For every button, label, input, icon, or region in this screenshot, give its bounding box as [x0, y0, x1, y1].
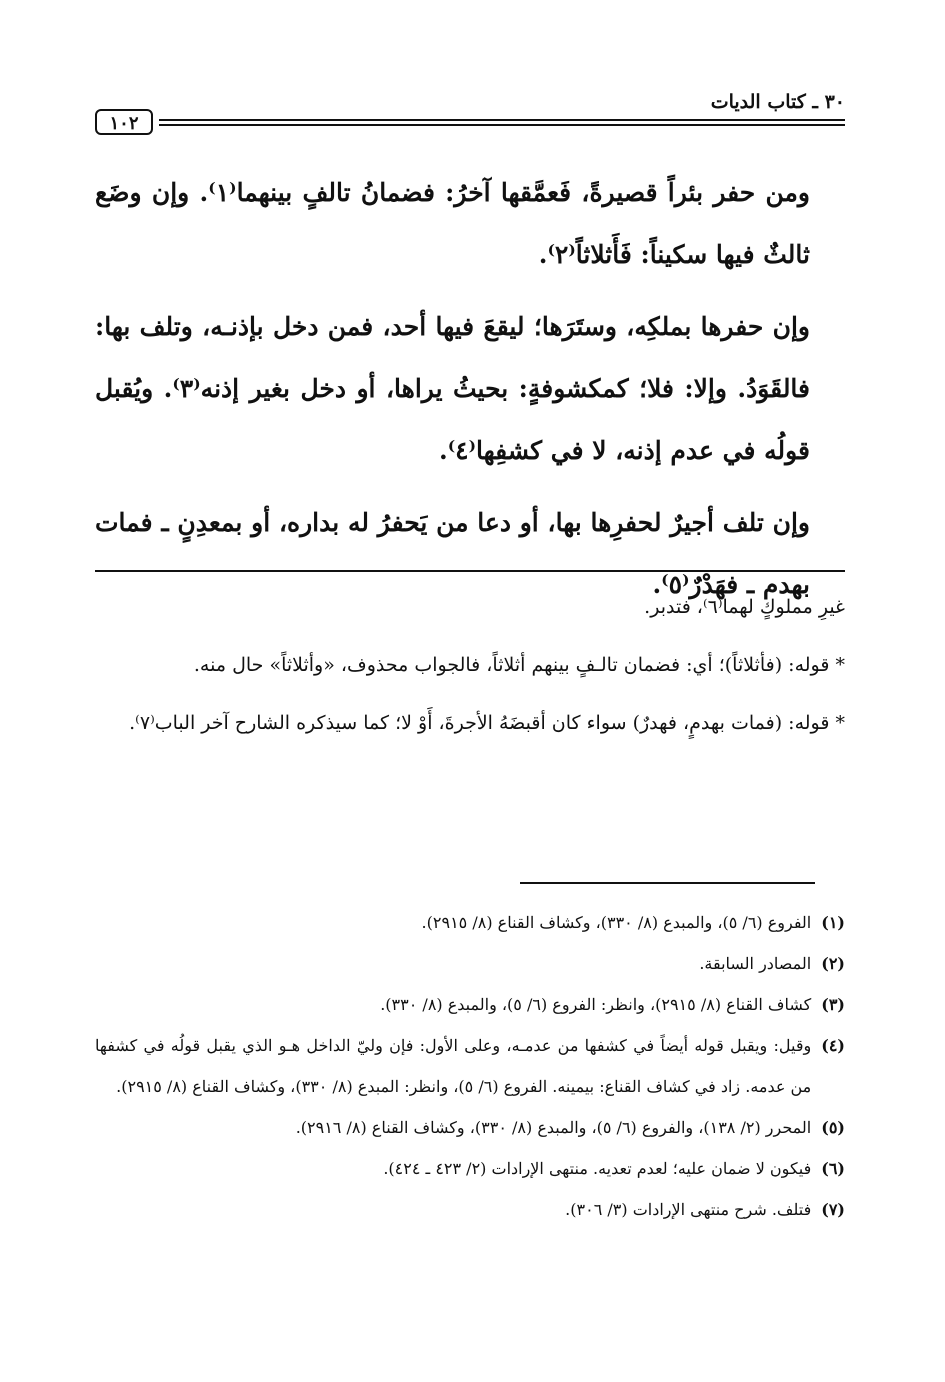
footnote [95, 943, 845, 984]
footnote-text: المصادر السابقة. [699, 954, 812, 973]
header-rule [159, 119, 845, 121]
main-paragraph: ومن حفر بئراً قصيرةً، فَعمَّقها آخرُ: فضمانُ تالفٍ بينهما⁽١⁾. وإن وضَع ثالثٌ فيها سكيناً: فَأَثلاثاً⁽٢⁾. [95, 178, 810, 269]
main-paragraph: وإن حفرها بملكِه، وستَرَها؛ ليقعَ فيها أحد، فمن دخل بإذنـه، وتلف بها: فالقَوَدُ. وإلا: فلا؛ كمكشوفةٍ: بحيثُ يراها، أو دخل بغير إذنه⁽٣⁾. ويُقبل قولُه في عدم إذنه، لا في كشفِها⁽٤⁾. [95, 312, 810, 465]
header-rule [159, 124, 845, 126]
footnote-text: كشاف القناع (٨/ ٢٩١٥)، وانظر: الفروع (٦/ ٥)، والمبدع (٨/ ٣٣٠). [380, 995, 812, 1014]
footnote-number: (١) [821, 913, 845, 932]
commentary-paragraph: * قوله: (فمات بهدمٍ، فهدرٌ) سواء كان أقبضَهُ الأجرةَ، أَوْ لا؛ كما سيذكره الشارح آخر الباب⁽٧⁾. [129, 712, 845, 734]
footnote [95, 1148, 845, 1189]
footnote-divider [520, 882, 815, 884]
footnote-number: (٣) [821, 995, 845, 1014]
main-paragraph: وإن تلف أجيرٌ لحفرِها بها، أو دعا من يَحفرُ له بداره، أو بمعدِنٍ ـ فمات بهدم ـ فهَدْرٌ⁽٥⁾. [95, 508, 810, 599]
page-number: ١٠٢ [95, 109, 153, 135]
page-header [95, 85, 845, 135]
footnote [95, 902, 845, 943]
chapter-title: ٣٠ ـ كتاب الديات [710, 91, 845, 113]
footnote [95, 1107, 845, 1148]
footnote-number: (٦) [821, 1159, 845, 1178]
footnote-number: (٥) [821, 1118, 845, 1137]
footnote [95, 1189, 845, 1230]
footnotes [95, 902, 845, 1230]
footnote [95, 1025, 845, 1107]
footnote [95, 984, 845, 1025]
footnote-text: المحرر (٢/ ١٣٨)، والفروع (٦/ ٥)، والمبدع (٨/ ٣٣٠)، وكشاف القناع (٨/ ٢٩١٦). [295, 1118, 812, 1137]
footnote-text: فيكون لا ضمان عليه؛ لعدم تعديه. منتهى الإرادات (٢/ ٤٢٣ ـ ٤٢٤). [383, 1159, 812, 1178]
section-divider [95, 570, 845, 572]
footnote-text: فتلف. شرح منتهى الإرادات (٣/ ٣٠٦). [565, 1200, 812, 1219]
commentary-paragraph: غيرِ مملوكٍ لهما⁽٦⁾، فتدبر. [644, 596, 845, 618]
footnote-number: (٤) [821, 1036, 845, 1055]
commentary-paragraph: * قوله: (فأثلاثاً)؛ أي: فضمان تالـفٍ بينهم أثلاثاً، فالجواب محذوف، «وأثلاثاً» حال منه. [193, 654, 845, 676]
footnote-text: وقيل: ويقبل قوله أيضاً في كشفها من عدمـه، وعلى الأول: فإن وليّ الداخل هـو الذي يقبل قولُه في كشفها من عدمه. زاد في كشاف القناع: بيمينه. الفروع (٦/ ٥)، وانظر: المبدع (٨/ ٣٣٠)، وكشاف القناع (٨/ ٢٩١٥). [95, 1036, 812, 1096]
footnote-text: الفروع (٦/ ٥)، والمبدع (٨/ ٣٣٠)، وكشاف القناع (٨/ ٢٩١٥). [421, 913, 812, 932]
main-text [95, 162, 810, 616]
commentary-text [95, 582, 845, 748]
footnote-number: (٧) [821, 1200, 845, 1219]
footnote-number: (٢) [821, 954, 845, 973]
